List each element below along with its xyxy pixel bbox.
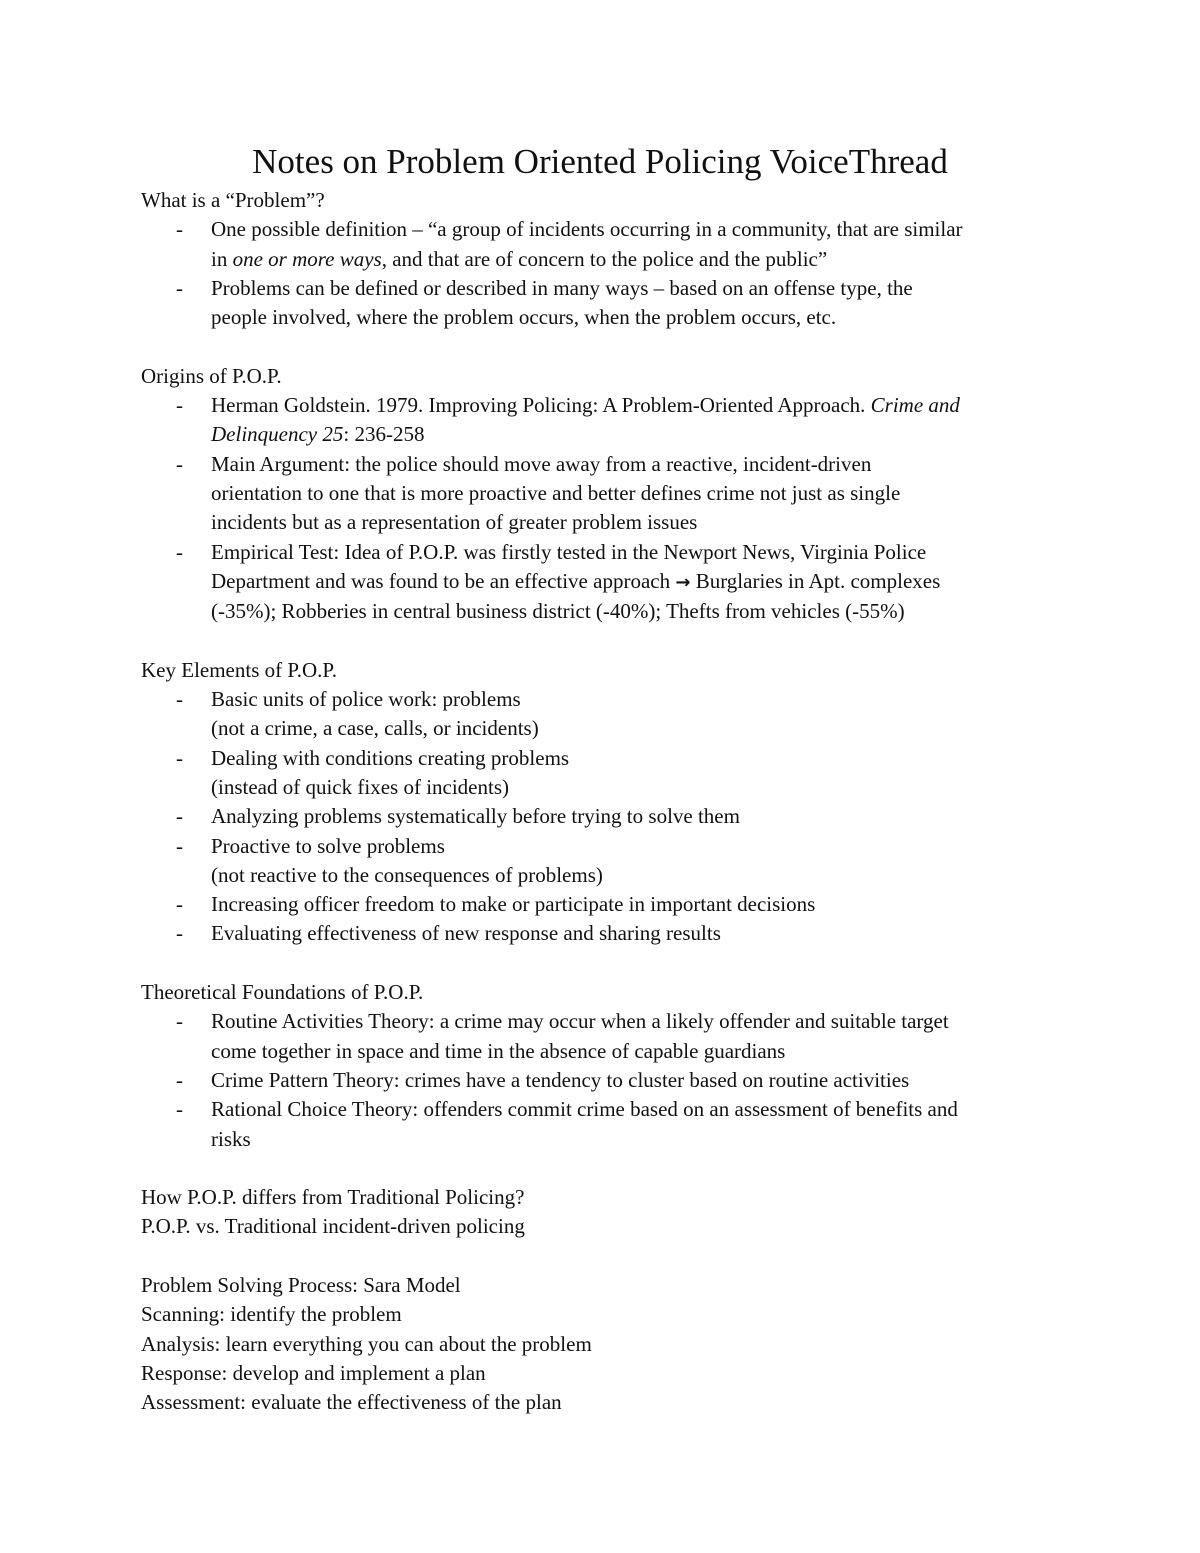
blank-line — [141, 626, 1071, 655]
document-body — [141, 186, 1071, 1417]
list-item — [141, 274, 1071, 333]
emphasis-text: Delinquency 25 — [211, 422, 344, 447]
bullet-dash: - — [176, 217, 183, 242]
bullet-line: (not reactive to the consequences of problems) — [211, 862, 603, 887]
text-run: Burglaries in Apt. complexes — [690, 568, 941, 593]
list-item — [141, 919, 1071, 948]
bullet-line: (-35%); Robberies in central business district (-40%); Thefts from vehicles (-55%) — [211, 599, 905, 624]
bullet-dash: - — [176, 539, 183, 564]
emphasis-text: Crime and — [870, 393, 960, 418]
text-line: P.O.P. vs. Traditional incident-driven policing — [141, 1214, 525, 1239]
list-item — [141, 744, 1071, 803]
bullet-line — [211, 420, 1071, 449]
bullet-line — [211, 245, 1071, 274]
section-heading-sara: Problem Solving Process: Sara Model — [141, 1272, 461, 1297]
section-heading-problem: What is a “Problem”? — [141, 188, 325, 212]
bullet-dash: - — [176, 745, 183, 770]
bullet-dash: - — [176, 275, 183, 300]
bullet-line: One possible definition – “a group of incidents occurring in a community, that are similar — [211, 217, 963, 242]
list-item — [141, 215, 1071, 274]
text-line: Analysis: learn everything you can about the problem — [141, 1331, 592, 1356]
bullet-line: come together in space and time in the absence of capable guardians — [211, 1038, 786, 1063]
bullet-line: Evaluating effectiveness of new response and sharing results — [211, 921, 721, 946]
arrow-right-icon: → — [675, 571, 691, 593]
section-heading-theory: Theoretical Foundations of P.O.P. — [141, 980, 424, 1005]
list-item — [141, 391, 1071, 450]
list-item — [141, 685, 1071, 744]
bullet-line: Dealing with conditions creating problems — [211, 745, 570, 770]
bullet-line: orientation to one that is more proactive and better defines crime not just as single — [211, 480, 901, 505]
text-run: Department and was found to be an effective approach — [211, 568, 676, 593]
bullet-dash: - — [176, 833, 183, 858]
bullet-dash: - — [176, 687, 183, 712]
list-item — [141, 890, 1071, 919]
bullet-line: Crime Pattern Theory: crimes have a tendency to cluster based on routine activities — [211, 1067, 910, 1092]
bullet-line: Main Argument: the police should move away from a reactive, incident-driven — [211, 451, 872, 476]
section-heading-key-elements: Key Elements of P.O.P. — [141, 657, 337, 682]
text-run: in — [211, 246, 233, 271]
text-line: Assessment: evaluate the effectiveness of the plan — [141, 1390, 562, 1415]
bullet-line: incidents but as a representation of greater problem issues — [211, 510, 698, 535]
blank-line — [141, 332, 1071, 361]
bullet-line: Problems can be defined or described in many ways – based on an offense type, the — [211, 275, 913, 300]
bullet-dash: - — [176, 393, 183, 418]
blank-line — [141, 1154, 1071, 1183]
section-heading-origins: Origins of P.O.P. — [141, 363, 282, 388]
bullet-dash: - — [176, 451, 183, 476]
bullet-line — [211, 567, 1071, 597]
bullet-line: Increasing officer freedom to make or participate in important decisions — [211, 892, 816, 917]
list-item — [141, 1095, 1071, 1154]
bullet-line: Rational Choice Theory: offenders commit crime based on an assessment of benefits and — [211, 1097, 958, 1122]
list-item — [141, 832, 1071, 891]
list-item — [141, 802, 1071, 831]
bullet-line: Analyzing problems systematically before trying to solve them — [211, 804, 740, 829]
bullet-line: (instead of quick fixes of incidents) — [211, 774, 509, 799]
bullet-line: Routine Activities Theory: a crime may occur when a likely offender and suitable target — [211, 1009, 949, 1034]
bullet-line: people involved, where the problem occurs, when the problem occurs, etc. — [211, 305, 837, 330]
blank-line — [141, 949, 1071, 978]
text-line: Response: develop and implement a plan — [141, 1360, 486, 1385]
text-run: , and that are of concern to the police and the public” — [381, 246, 828, 271]
section-heading-differs: How P.O.P. differs from Traditional Policing? — [141, 1185, 525, 1210]
bullet-line: Proactive to solve problems — [211, 833, 445, 858]
text-run: : 236-258 — [343, 422, 425, 447]
bullet-line — [211, 391, 1071, 420]
list-item — [141, 450, 1071, 538]
list-item — [141, 538, 1071, 627]
list-item — [141, 1007, 1071, 1066]
bullet-dash: - — [176, 892, 183, 917]
bullet-dash: - — [176, 921, 183, 946]
bullet-line: Empirical Test: Idea of P.O.P. was firstly tested in the Newport News, Virginia Police — [211, 539, 927, 564]
bullet-line: Basic units of police work: problems — [211, 687, 521, 712]
text-run: Herman Goldstein. 1979. Improving Policing: A Problem-Oriented Approach. — [211, 393, 871, 418]
page-title: Notes on Problem Oriented Policing VoiceThread — [252, 142, 948, 181]
bullet-line: (not a crime, a case, calls, or incidents) — [211, 716, 539, 741]
bullet-dash: - — [176, 1009, 183, 1034]
list-item — [141, 1066, 1071, 1095]
emphasis-text: one or more ways — [232, 246, 382, 271]
blank-line — [141, 1242, 1071, 1271]
text-line: Scanning: identify the problem — [141, 1302, 402, 1327]
bullet-dash: - — [176, 804, 183, 829]
bullet-dash: - — [176, 1067, 183, 1092]
bullet-line: risks — [211, 1126, 251, 1151]
bullet-dash: - — [176, 1097, 183, 1122]
